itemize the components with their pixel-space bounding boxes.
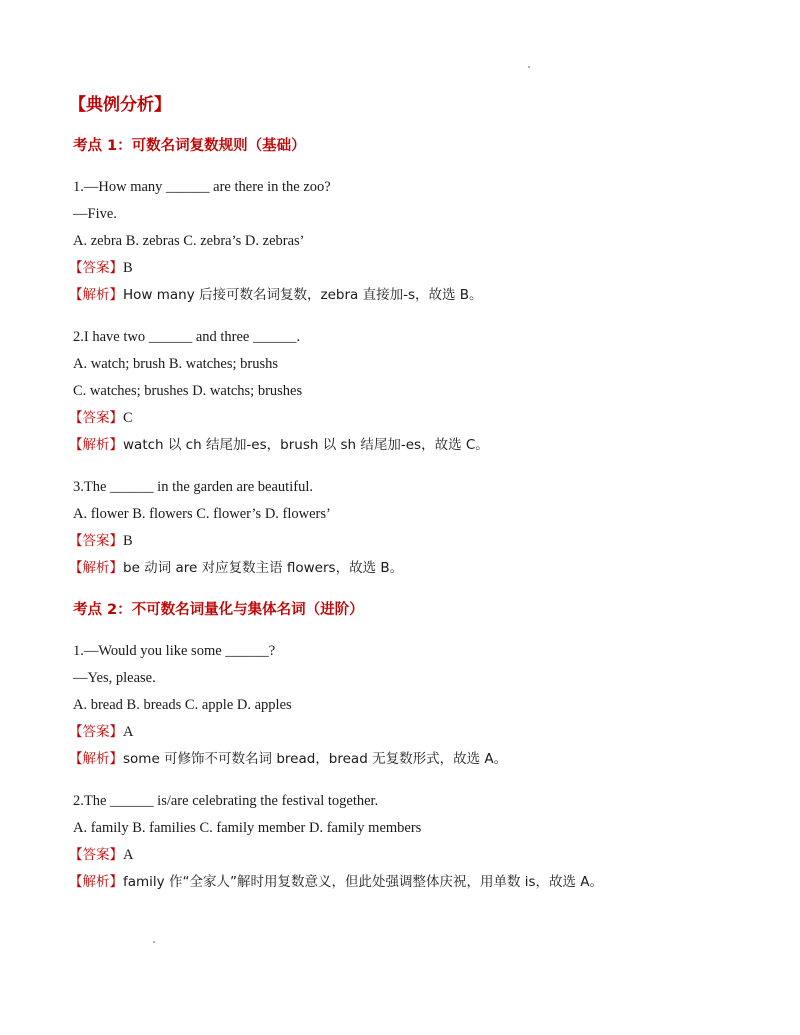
decorative-dot-bottom xyxy=(153,941,155,943)
question-block xyxy=(69,324,733,459)
answer-line xyxy=(69,842,733,869)
answer-value: B xyxy=(123,260,133,276)
question-block xyxy=(69,474,733,582)
question-stem: 1.—How many ______ are there in the zoo? xyxy=(73,179,331,195)
answer-options: A. watch; brush B. watches; brushs xyxy=(73,356,278,372)
answer-options: A. family B. families C. family member D. family members xyxy=(73,820,422,836)
answer-line xyxy=(69,719,733,746)
analysis-text: be 动词 are 对应复数主语 flowers，故选 B。 xyxy=(123,560,404,576)
answer-line xyxy=(69,255,733,282)
section-heading: 考点 1：可数名词复数规则（基础） xyxy=(73,138,306,154)
analysis-label: 【解析】 xyxy=(69,751,123,767)
answer-options: A. bread B. breads C. apple D. apples xyxy=(73,697,292,713)
analysis-line xyxy=(69,432,733,459)
answer-options: A. zebra B. zebras C. zebra’s D. zebras’ xyxy=(73,233,305,249)
answer-value: A xyxy=(123,847,134,863)
question-stem: —Five. xyxy=(73,206,117,222)
decorative-dot-top xyxy=(528,66,530,68)
analysis-label: 【解析】 xyxy=(69,287,123,303)
question-block xyxy=(69,638,733,773)
analysis-label: 【解析】 xyxy=(69,874,123,890)
answer-value: A xyxy=(123,724,134,740)
question-stem: 2.The ______ is/are celebrating the festival together. xyxy=(73,793,379,809)
question-block xyxy=(69,174,733,309)
answer-options: A. flower B. flowers C. flower’s D. flowers’ xyxy=(73,506,331,522)
analysis-line xyxy=(69,869,733,896)
answer-line xyxy=(69,528,733,555)
analysis-text: family 作“全家人”解时用复数意义，但此处强调整体庆祝，用单数 is，故选 A。 xyxy=(123,874,604,890)
answer-label: 【答案】 xyxy=(69,533,123,549)
question-block xyxy=(69,788,733,896)
answer-value: B xyxy=(123,533,133,549)
answer-line xyxy=(69,405,733,432)
answer-options: C. watches; brushes D. watchs; brushes xyxy=(73,383,303,399)
answer-label: 【答案】 xyxy=(69,410,123,426)
page-title: 【典例分析】 xyxy=(69,95,171,115)
analysis-text: How many 后接可数名词复数，zebra 直接加-s，故选 B。 xyxy=(123,287,483,303)
analysis-text: watch 以 ch 结尾加-es，brush 以 sh 结尾加-es，故选 C。 xyxy=(123,437,489,453)
analysis-line xyxy=(69,282,733,309)
answer-label: 【答案】 xyxy=(69,847,123,863)
question-stem: 2.I have two ______ and three ______. xyxy=(73,329,301,345)
analysis-line xyxy=(69,555,733,582)
analysis-label: 【解析】 xyxy=(69,560,123,576)
document-page xyxy=(69,92,733,911)
question-stem: 1.—Would you like some ______? xyxy=(73,643,276,659)
sections-container xyxy=(69,134,733,896)
question-stem: 3.The ______ in the garden are beautiful. xyxy=(73,479,313,495)
answer-label: 【答案】 xyxy=(69,724,123,740)
answer-label: 【答案】 xyxy=(69,260,123,276)
analysis-text: some 可修饰不可数名词 bread，bread 无复数形式，故选 A。 xyxy=(123,751,508,767)
section-heading: 考点 2：不可数名词量化与集体名词（进阶） xyxy=(73,602,364,618)
analysis-line xyxy=(69,746,733,773)
analysis-label: 【解析】 xyxy=(69,437,123,453)
question-stem: —Yes, please. xyxy=(73,670,156,686)
answer-value: C xyxy=(123,410,133,426)
